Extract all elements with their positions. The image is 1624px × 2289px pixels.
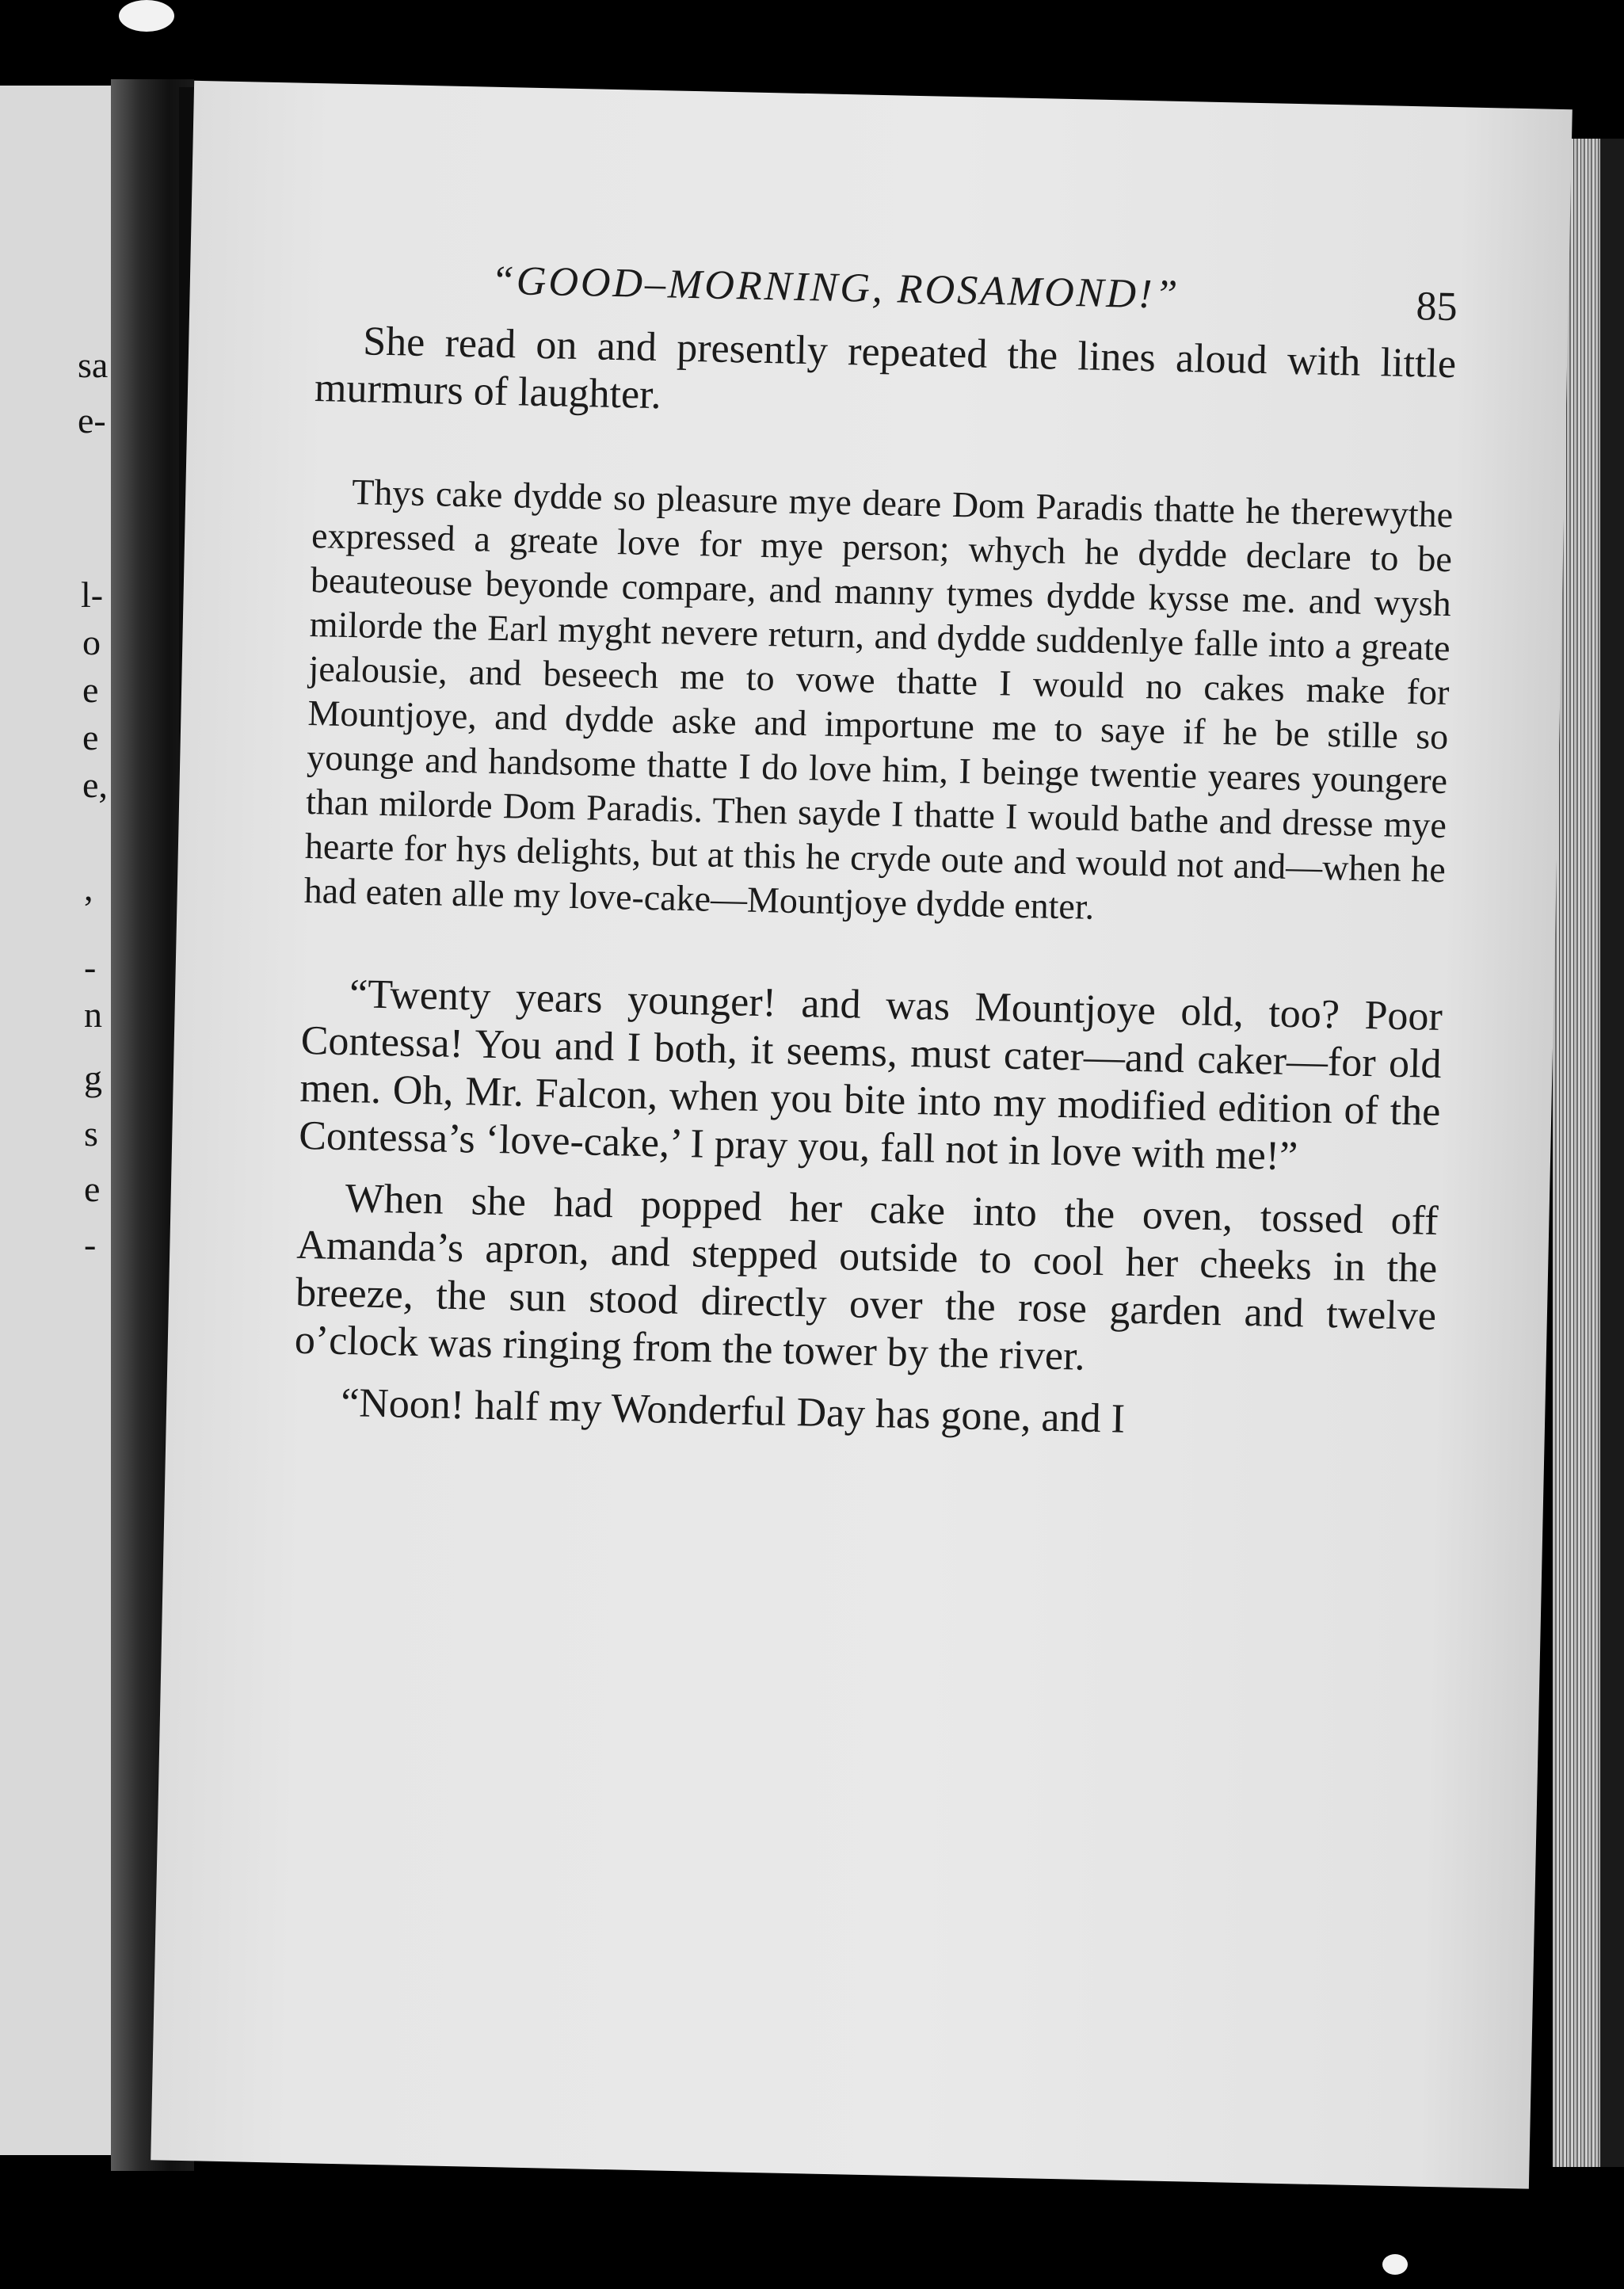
paragraph: When she had popped her cake into the oven, tossed off Amanda’s apron, and stepped outside to cool her cheeks in the breeze, the sun stood directly over the rose garden and twelve o’clock was ringing from the tower by the river. — [294, 1176, 1439, 1379]
left-page-fragment: e — [82, 670, 99, 710]
left-page-fragment: sa — [78, 345, 109, 385]
paragraph: “Noon! half my Wonderful Day has gone, and I — [340, 1380, 1126, 1442]
left-page-fragment: l- — [81, 574, 104, 615]
page-block-shadow — [1600, 139, 1624, 2167]
left-page-fragment: e — [82, 717, 99, 757]
left-page-fragment: g — [84, 1058, 102, 1098]
left-page-fragment: - — [84, 1224, 97, 1265]
page-content — [293, 246, 1458, 1450]
quoted-passage: Thys cake dydde so pleasure mye deare Dom Paradis thatte he therewythe expressed a greate love for mye person; whych he dydde declare to be beauteouse beyonde compare, and manny tymes dydde kysse me. and wysh milorde the Earl myght nevere return, and dydde suddenlye falle into a greate jealousie, and beseech me to vowe thatte I would no cakes make for Mountjoye, and dydde aske and importune me to saye if he be stille so younge and handsome thatte I do love him, I beinge twentie yeares youngere than milorde Dom Paradis. Then sayde I thatte I would bathe and dresse mye hearte for hys delights, but at this he cryde oute and would not and—when he had eaten alle my love-cake—Mountjoye dydde enter. — [303, 471, 1454, 927]
left-page-fragment: s — [84, 1113, 98, 1154]
left-page-fragment: n — [84, 994, 102, 1035]
scan-artifact — [119, 0, 174, 32]
paragraph: She read on and presently repeated the lines aloud with little murmurs of laughter. — [314, 319, 1457, 418]
left-page-fragment: , — [84, 868, 93, 908]
left-page-fragment: o — [82, 622, 101, 662]
paragraph: “Twenty years younger! and was Mountjoye old, too? Poor Contessa! You and I both, it seems, must cater—and caker—for old men. Oh, Mr. Falcon, when you bite into my modified edition of the Contessa’s ‘love-cake,’ I pray you, fall not in love with me!” — [298, 971, 1443, 1180]
book-page — [151, 81, 1573, 2189]
page-number: 85 — [1415, 284, 1458, 330]
left-page-fragment: e, — [82, 765, 108, 805]
running-title: “GOOD–MORNING, ROSAMOND!” — [490, 258, 1180, 318]
scan-artifact — [1382, 2254, 1408, 2275]
left-page-fragment: e- — [78, 400, 106, 441]
left-page-fragment: e — [84, 1169, 101, 1209]
left-page-fragment: - — [84, 947, 97, 987]
left-facing-page — [0, 86, 111, 2155]
